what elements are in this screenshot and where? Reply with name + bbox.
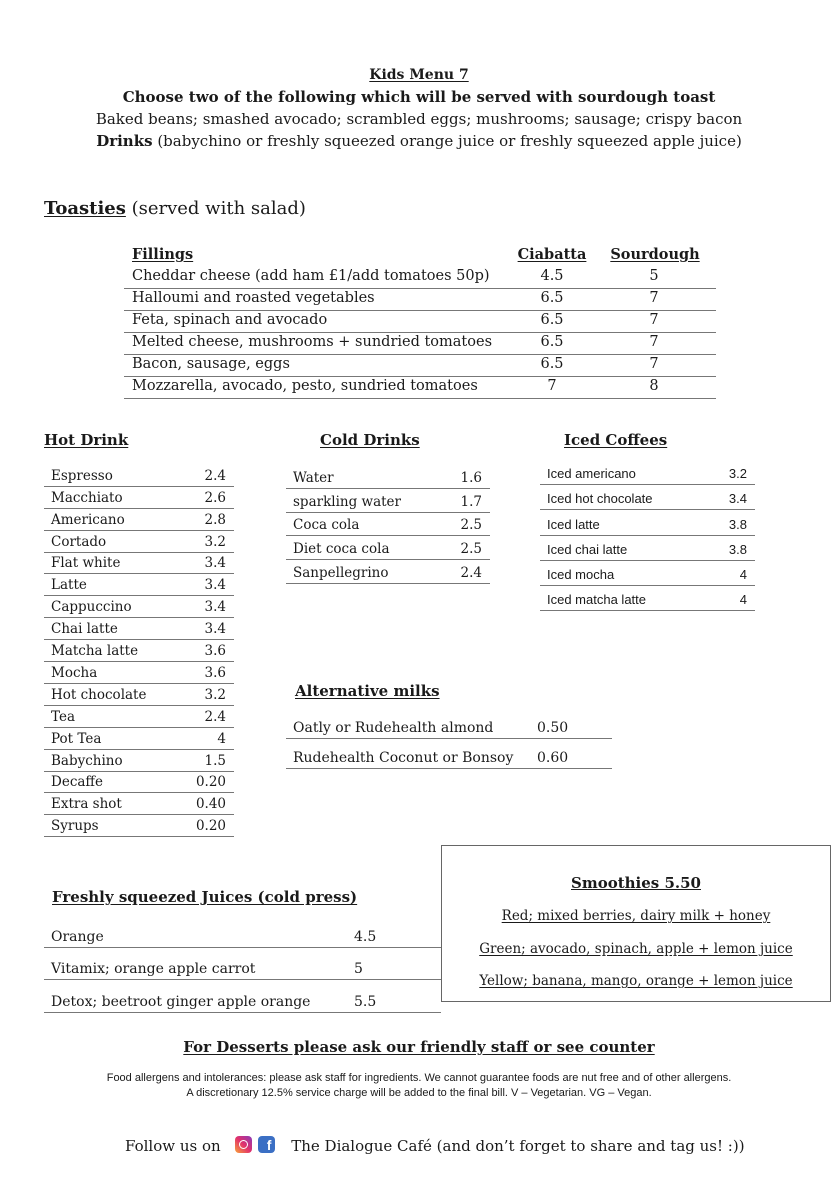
item-price: 3.4 <box>728 491 747 507</box>
item-price: 3.8 <box>728 541 747 557</box>
hot-drink-row <box>44 597 234 618</box>
item-name: Iced hot chocolate <box>547 491 653 507</box>
hot-drink-row <box>44 576 234 597</box>
item-price: 2.8 <box>204 511 226 528</box>
toastie-filling: Halloumi and roasted vegetables <box>132 290 375 306</box>
item-name: Cortado <box>51 533 107 550</box>
iced-coffee-row <box>540 511 755 535</box>
hot-drink-row <box>44 773 234 794</box>
item-name: Hot chocolate <box>51 686 147 703</box>
item-name: Syrups <box>51 818 99 835</box>
hot-drink-row <box>44 795 234 816</box>
kids-drinks-text: (babychino or freshly squeezed orange juice or freshly squeezed apple juice) <box>152 132 742 150</box>
item-price: 5.5 <box>354 993 377 1010</box>
hot-drink-row <box>44 466 234 487</box>
iced-coffees-heading: Iced Coffees <box>564 431 668 449</box>
col-ciabatta: Ciabatta <box>517 246 587 263</box>
alternative-milk-row <box>286 710 612 739</box>
item-name: Rudehealth Coconut or Bonsoy <box>293 750 514 766</box>
item-name: Orange <box>51 928 104 945</box>
follow-suffix: The Dialogue Café (and don’t forget to share and tag us! :)) <box>291 1137 745 1155</box>
smoothies-box <box>441 845 831 1002</box>
item-price: 4 <box>217 730 226 747</box>
item-price: 1.6 <box>460 469 482 486</box>
toastie-row <box>124 332 716 355</box>
toastie-sourdough-price: 7 <box>649 312 659 328</box>
item-name: Vitamix; orange apple carrot <box>51 961 256 977</box>
item-name: Macchiato <box>51 489 123 506</box>
hot-drink-row <box>44 729 234 750</box>
toastie-ciabatta-price: 7 <box>547 378 557 394</box>
item-price: 3.6 <box>204 664 226 681</box>
item-name: Flat white <box>51 555 121 572</box>
item-name: Iced americano <box>547 466 636 482</box>
item-price: 0.40 <box>195 796 226 813</box>
juice-row <box>44 916 441 948</box>
item-price: 2.4 <box>204 708 226 725</box>
item-name: Oatly or Rudehealth almond <box>293 720 494 736</box>
allergens-line-2: A discretionary 12.5% service charge will be added to the final bill. V – Vegetarian. VG – Vegan. <box>186 1087 652 1099</box>
cold-drink-row <box>286 537 490 560</box>
cold-drinks-heading: Cold Drinks <box>320 431 420 449</box>
item-price: 3.2 <box>204 686 226 703</box>
item-name: Latte <box>51 577 87 594</box>
item-name: Iced mocha <box>547 566 615 582</box>
follow-us <box>125 1136 745 1155</box>
instagram-icon[interactable] <box>235 1136 252 1153</box>
item-price: 3.6 <box>204 643 226 660</box>
item-name: Chai latte <box>51 621 118 638</box>
item-price: 4 <box>739 566 747 582</box>
toasties-title: Toasties <box>44 198 126 219</box>
hot-drink-row <box>44 816 234 837</box>
item-price: 3.2 <box>204 533 226 550</box>
item-name: Iced chai latte <box>547 541 628 557</box>
item-name: Americano <box>51 511 125 528</box>
alternative-milks-heading: Alternative milks <box>295 682 440 700</box>
juice-row <box>44 949 441 981</box>
item-price: 4.5 <box>354 928 377 945</box>
smoothie-item: Yellow; banana, mango, orange + lemon juice <box>479 973 793 989</box>
kids-menu-instruction: Choose two of the following which will be served with sourdough toast <box>122 88 716 106</box>
kids-drinks-label: Drinks <box>96 132 153 150</box>
toasties-subtitle: (served with salad) <box>125 198 306 219</box>
hot-drink-row <box>44 554 234 575</box>
item-price: 3.4 <box>204 555 226 572</box>
item-price: 2.5 <box>460 517 482 534</box>
toastie-row <box>124 310 716 333</box>
item-price: 0.50 <box>537 720 569 736</box>
cold-drink-row <box>286 514 490 537</box>
item-name: Tea <box>51 708 75 725</box>
item-price: 2.4 <box>460 564 482 581</box>
allergens-note <box>0 1071 838 1101</box>
item-price: 3.8 <box>728 516 747 532</box>
toastie-sourdough-price: 5 <box>649 268 659 284</box>
iced-coffee-row <box>540 537 755 561</box>
col-sourdough: Sourdough <box>610 246 700 263</box>
hot-drink-row <box>44 707 234 728</box>
juice-row <box>44 981 441 1013</box>
item-name: Babychino <box>51 752 123 769</box>
item-price: 0.60 <box>537 750 569 766</box>
item-name: Decaffe <box>51 774 104 791</box>
kids-menu-drinks <box>0 130 838 152</box>
toastie-filling: Mozzarella, avocado, pesto, sundried tomatoes <box>132 378 478 394</box>
facebook-icon[interactable] <box>258 1136 275 1153</box>
toastie-sourdough-price: 7 <box>649 290 659 306</box>
col-fillings: Fillings <box>132 246 194 263</box>
cold-drink-row <box>286 490 490 513</box>
facebook-glyph: f <box>266 1137 272 1153</box>
item-name: Matcha latte <box>51 643 139 660</box>
juices-heading: Freshly squeezed Juices (cold press) <box>52 888 358 906</box>
toastie-filling: Melted cheese, mushrooms + sundried tomatoes <box>132 334 493 350</box>
toastie-filling: Bacon, sausage, eggs <box>132 356 290 372</box>
hot-drink-row <box>44 751 234 772</box>
cold-drink-row <box>286 561 490 584</box>
toastie-ciabatta-price: 6.5 <box>540 334 564 350</box>
item-name: Iced matcha latte <box>547 592 646 608</box>
smoothie-item: Red; mixed berries, dairy milk + honey <box>501 908 771 924</box>
item-price: 3.4 <box>204 621 226 638</box>
item-price: 2.6 <box>204 489 226 506</box>
item-price: 3.4 <box>204 599 226 616</box>
hot-drink-row <box>44 488 234 509</box>
item-price: 5 <box>354 961 363 977</box>
item-price: 1.5 <box>204 752 226 769</box>
item-price: 0.20 <box>195 774 226 791</box>
follow-prefix: Follow us on <box>125 1137 221 1155</box>
item-name: Detox; beetroot ginger apple orange <box>51 993 311 1010</box>
desserts-note: For Desserts please ask our friendly staff or see counter <box>183 1038 655 1056</box>
hot-drink-row <box>44 663 234 684</box>
kids-menu-options: Baked beans; smashed avocado; scrambled eggs; mushrooms; sausage; crispy bacon <box>95 110 743 128</box>
kids-menu-section <box>0 64 838 152</box>
iced-coffee-row <box>540 461 755 485</box>
item-name: Cappuccino <box>51 599 132 616</box>
toastie-sourdough-price: 7 <box>649 356 659 372</box>
item-name: sparkling water <box>293 493 401 510</box>
iced-coffee-row <box>540 486 755 510</box>
smoothies-heading: Smoothies 5.50 <box>571 874 701 892</box>
kids-menu-title: Kids Menu 7 <box>369 67 469 83</box>
toastie-row <box>124 354 716 377</box>
item-name: Pot Tea <box>51 730 102 747</box>
item-price: 2.5 <box>460 541 482 558</box>
item-price: 3.2 <box>728 466 747 482</box>
toastie-row <box>124 288 716 311</box>
item-name: Water <box>293 469 334 486</box>
toastie-row <box>124 266 716 289</box>
item-price: 4 <box>739 592 747 608</box>
toastie-filling: Cheddar cheese (add ham £1/add tomatoes 50p) <box>132 268 490 284</box>
hot-drink-row <box>44 619 234 640</box>
item-name: Diet coca cola <box>293 541 390 558</box>
item-price: 0.20 <box>195 818 226 835</box>
hot-drink-heading: Hot Drink <box>44 431 129 449</box>
item-price: 1.7 <box>460 493 482 510</box>
smoothie-item: Green; avocado, spinach, apple + lemon juice <box>479 941 793 957</box>
toastie-sourdough-price: 7 <box>649 334 659 350</box>
hot-drink-row <box>44 641 234 662</box>
toastie-row <box>124 376 716 399</box>
cold-drink-row <box>286 466 490 489</box>
toastie-ciabatta-price: 4.5 <box>540 268 564 284</box>
toastie-ciabatta-price: 6.5 <box>540 312 564 328</box>
allergens-line-1: Food allergens and intolerances: please ask staff for ingredients. We cannot guarantee foods are nut free and of other allergens. <box>106 1072 732 1084</box>
toasties-heading <box>44 198 306 219</box>
item-name: Mocha <box>51 664 98 681</box>
item-price: 3.4 <box>204 577 226 594</box>
item-name: Iced latte <box>547 516 600 532</box>
hot-drink-row <box>44 510 234 531</box>
toastie-ciabatta-price: 6.5 <box>540 356 564 372</box>
iced-coffee-row <box>540 587 755 611</box>
toastie-filling: Feta, spinach and avocado <box>132 312 328 328</box>
toastie-ciabatta-price: 6.5 <box>540 290 564 306</box>
item-name: Sanpellegrino <box>293 564 389 581</box>
iced-coffee-row <box>540 562 755 586</box>
item-price: 2.4 <box>204 467 226 484</box>
item-name: Coca cola <box>293 517 360 534</box>
item-name: Espresso <box>51 467 113 484</box>
hot-drink-row <box>44 532 234 553</box>
alternative-milk-row <box>286 740 612 769</box>
toastie-sourdough-price: 8 <box>649 378 659 394</box>
item-name: Extra shot <box>51 796 122 813</box>
hot-drink-row <box>44 685 234 706</box>
